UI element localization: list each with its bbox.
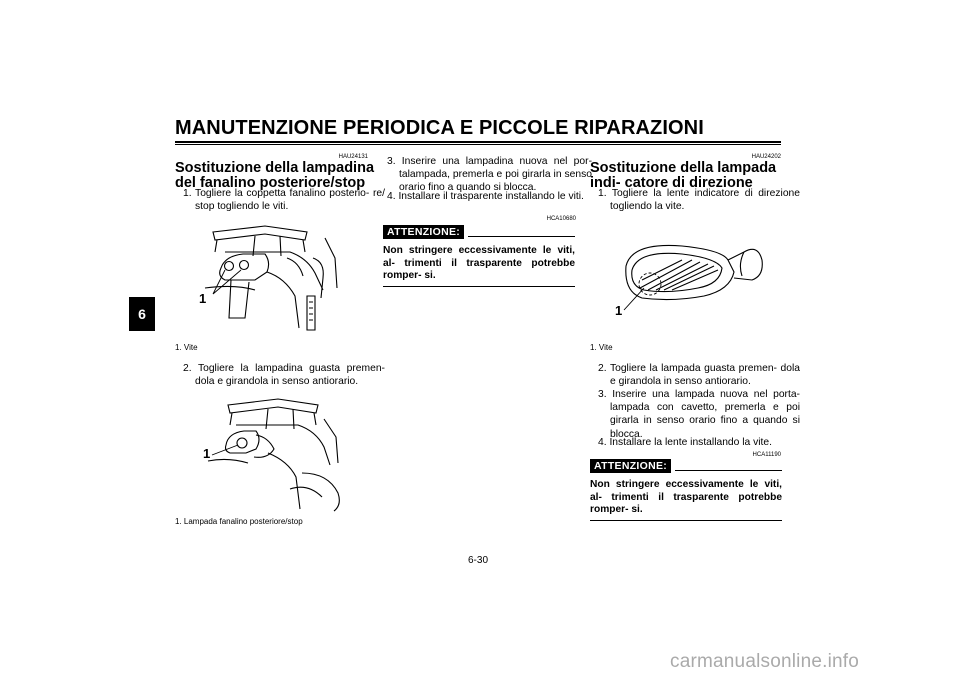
fig1-caption: 1. Vite: [175, 343, 198, 352]
caution-text-2: Non stringere eccessivamente le viti, al- trimenti il trasparente potrebbe romper- si.: [590, 479, 782, 521]
chapter-tab: 6: [129, 297, 155, 331]
tail-light-bulb-figure: [198, 393, 358, 513]
step-1: 1. Togliere la coppetta fanalino posterio- re/ stop togliendo le viti.: [183, 188, 385, 213]
caution-box-2: [590, 459, 782, 521]
caution-code: HCA10680: [546, 216, 576, 222]
fig1-callout: 1: [199, 291, 207, 306]
caution-code-2: HCA11190: [752, 452, 781, 458]
fig2-callout: 1: [203, 446, 211, 461]
step-3: 3. Inserire una lampadina nuova nel por- talampada, premerla e poi girarla in senso orario fino a quando si blocca.: [387, 156, 592, 194]
step-4-turn: 4. Installare la lente installando la vite.: [598, 437, 773, 448]
step-2: 2. Togliere la lampadina guasta premen- dola e girandola in senso antiorario.: [183, 363, 385, 388]
turn-signal-lens-figure: [612, 230, 772, 330]
fig2-caption: 1. Lampada fanalino posteriore/stop: [175, 517, 303, 526]
section-code-2: HAU24202: [751, 154, 781, 160]
caution-label-2: ATTENZIONE:: [590, 459, 671, 473]
page-number: 6-30: [468, 555, 489, 566]
section-heading: Sostituzione della lampadina del fanalino posteriore/stop: [175, 160, 375, 191]
step-1-turn: 1. Togliere la lente indicatore di direzione togliendo la vite.: [598, 188, 800, 213]
caution-label: ATTENZIONE:: [383, 225, 464, 239]
section-heading-2: Sostituzione della lampada indi- catore di direzione: [590, 160, 777, 191]
step-3-turn: 3. Inserire una lampada nuova nel porta- lampada con cavetto, premerla e poi girarla in senso orario fino a quando si blocca.: [598, 389, 800, 440]
header-rule: [175, 141, 781, 143]
fig3-caption: 1. Vite: [590, 343, 613, 352]
page-title: MANUTENZIONE PERIODICA E PICCOLE RIPARAZIONI: [175, 117, 704, 139]
fig3-callout: 1: [615, 303, 623, 318]
header-rule-thin: [175, 144, 781, 145]
section-code: HAU24131: [338, 154, 368, 160]
watermark: carmanualsonline.info: [670, 651, 860, 672]
tail-light-screws-figure: [195, 218, 355, 336]
step-2-turn: 2. Togliere la lampada guasta premen- dola e girandola in senso antiorario.: [598, 363, 800, 388]
step-4: 4. Installare il trasparente installando le viti.: [387, 191, 584, 202]
caution-text: Non stringere eccessivamente le viti, al- trimenti il trasparente potrebbe romper- si.: [383, 245, 575, 287]
caution-box: [383, 225, 575, 287]
